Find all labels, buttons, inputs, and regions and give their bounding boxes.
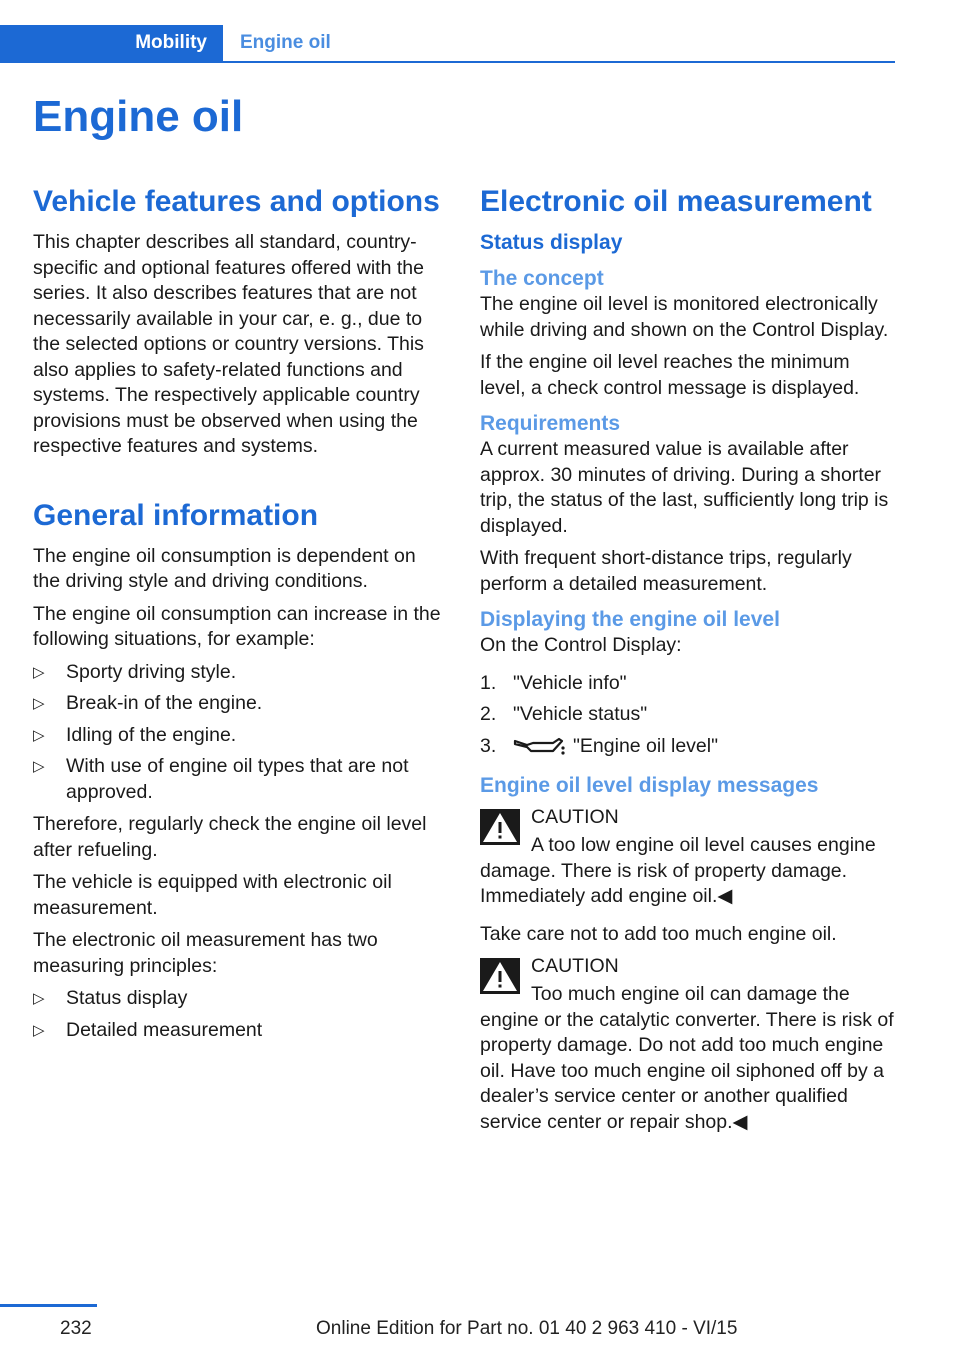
caution-text: Too much engine oil can damage the engine or the catalytic converter. There is risk of property damage. Do not add too much engine oil. Have too much engine oil siphoned off by a dealer’s service center or another qualified service center or repair shop.◀	[480, 983, 894, 1133]
triangle-bullet-icon: ▷	[33, 695, 45, 712]
caution-label: CAUTION	[531, 806, 619, 828]
between-paragraph: Take care not to add too much engine oil.	[480, 922, 837, 945]
general-paragraph: Therefore, regularly check the engine oil level after refueling.	[33, 813, 427, 861]
oil-can-icon	[513, 736, 565, 756]
features-heading: Vehicle features and options	[33, 185, 440, 218]
page-number: 232	[60, 1318, 92, 1339]
page-title: Engine oil	[33, 92, 244, 141]
list-item: ▷ Sporty driving style.	[33, 660, 445, 686]
triangle-bullet-icon: ▷	[33, 758, 45, 775]
concept-paragraph: If the engine oil level reaches the minimum level, a check control message is displayed.	[480, 351, 860, 399]
caution-block	[480, 954, 898, 1135]
status-display-heading: Status display	[480, 231, 623, 254]
triangle-bullet-icon: ▷	[33, 663, 45, 681]
general-paragraph: The engine oil consumption can increase in the following situations, for example:	[33, 602, 441, 650]
concept-heading: The concept	[480, 267, 604, 290]
caution-label: CAUTION	[531, 955, 619, 977]
requirements-heading: Requirements	[480, 412, 621, 435]
messages-heading: Engine oil level display messages	[480, 774, 819, 797]
left-column	[33, 184, 445, 1050]
list-item: ▷ Idling of the engine.	[33, 723, 445, 749]
section-tab-mobility[interactable]: Mobility	[0, 25, 223, 61]
warning-triangle-icon	[480, 809, 520, 845]
triangle-bullet-icon: ▷	[33, 990, 45, 1007]
warning-triangle-icon	[480, 958, 520, 994]
page-header	[0, 25, 895, 63]
general-paragraph: The vehicle is equipped with electronic oil measurement.	[33, 871, 392, 919]
chapter-tab-engine-oil[interactable]: Engine oil	[240, 32, 331, 53]
footer-rule	[0, 1304, 97, 1307]
list-item: ▷ Status display	[33, 986, 445, 1012]
situations-list	[33, 660, 445, 806]
triangle-bullet-icon: ▷	[33, 726, 45, 744]
step-item[interactable]: 2. "Vehicle status"	[480, 703, 648, 725]
display-paragraph: On the Control Display:	[480, 634, 682, 656]
list-item: ▷ Detailed measurement	[33, 1018, 445, 1044]
general-heading: General information	[33, 498, 319, 532]
concept-paragraph: The engine oil level is monitored electronically while driving and shown on the Control Display.	[480, 293, 889, 341]
display-steps-list	[480, 671, 898, 760]
list-item: ▷ With use of engine oil types that are not approved.	[33, 755, 409, 803]
step-item[interactable]: 1. "Vehicle info"	[480, 671, 627, 694]
general-paragraph: The engine oil consumption is dependent on the driving style and driving conditions.	[33, 544, 416, 592]
general-paragraph: The electronic oil measurement has two measuring principles:	[33, 929, 378, 977]
eom-heading: Electronic oil measurement	[480, 185, 872, 218]
caution-block	[480, 805, 898, 910]
step-item[interactable]: 3. "Engine oil level"	[480, 734, 719, 757]
requirements-paragraph: A current measured value is available after approx. 30 minutes of driving. During a shorter trip, the status of the last, sufficiently long trip is displayed.	[480, 438, 889, 537]
edition-note: Online Edition for Part no. 01 40 2 963 410 - VI/15	[316, 1318, 738, 1339]
requirements-paragraph: With frequent short-distance trips, regularly perform a detailed measurement.	[480, 547, 852, 595]
principles-list	[33, 986, 445, 1043]
list-item: ▷ Break-in of the engine.	[33, 691, 445, 717]
features-text: This chapter describes all standard, country-specific and optional features offered with the series. It also describes features that are not necessarily available in your car, e. g., due to the selected options or country versions. This also applies to safety-related functions and systems. The respectively applicable country provisions must be observed when using the respective features and systems.	[33, 231, 424, 457]
display-level-heading: Displaying the engine oil level	[480, 608, 780, 631]
caution-text: A too low engine oil level causes engine damage. There is risk of property damage. Immediately add engine oil.◀	[480, 834, 876, 907]
right-column	[480, 184, 898, 1147]
triangle-bullet-icon: ▷	[33, 1021, 45, 1039]
